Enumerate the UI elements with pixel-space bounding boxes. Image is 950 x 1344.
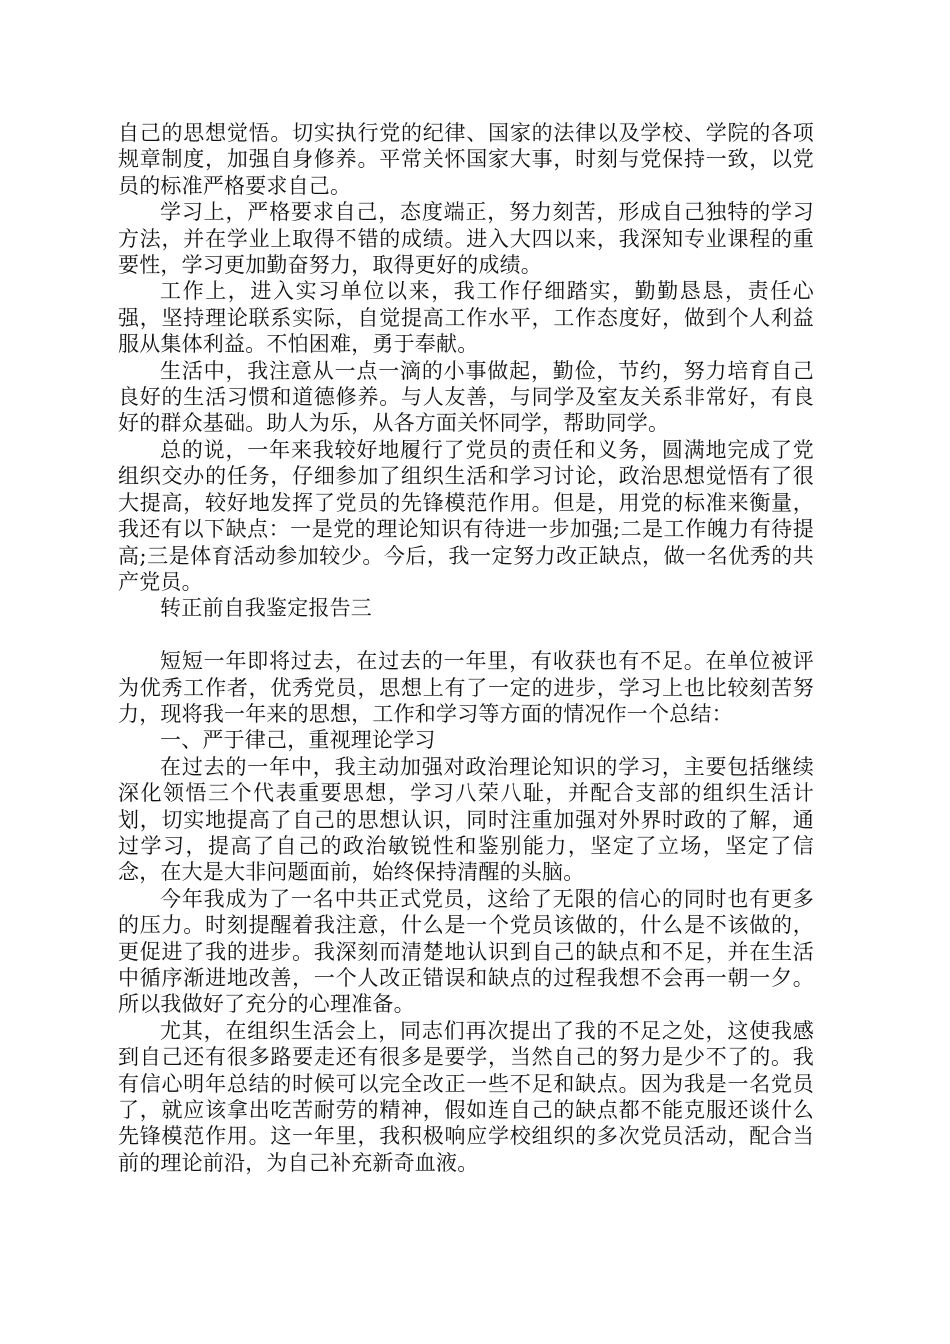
- paragraph: 学习上，严格要求自己，态度端正，努力刻苦，形成自己独特的学习方法，并在学业上取得不错的成绩。进入大四以来，我深知专业课程的重要性，学习更加勤奋努力，取得更好的成绩。: [118, 200, 814, 278]
- subheading: 一、严于律己，重视理论学习: [160, 728, 436, 753]
- paragraph: 在过去的一年中，我主动加强对政治理论知识的学习，主要包括继续深化领悟三个代表重要思想，学习八荣八耻，并配合支部的组织生活计划，切实地提高了自己的思想认识，同时注重加强对外界时政的了解，通过学习，提高了自己的政治敏锐性和鉴别能力，坚定了立场，坚定了信念，在大是大非问题面前，始终保持清醒的头脑。: [118, 754, 814, 885]
- paragraph: 尤其，在组织生活会上，同志们再次提出了我的不足之处，这使我感到自己还有很多路要走还有很多是要学，当然自己的努力是少不了的。我有信心明年总结的时候可以完全改正一些不足和缺点。因为我是一名党员了，就应该拿出吃苦耐劳的精神，假如连自己的缺点都不能克服还谈什么先锋模范作用。这一年里，我积极响应学校组织的多次党员活动，配合当前的理论前沿，为自己补充新奇血液。: [118, 1018, 814, 1175]
- paragraph: 总的说，一年来我较好地履行了党员的责任和义务，圆满地完成了党组织交办的任务，仔细参加了组织生活和学习讨论，政治思想觉悟有了很大提高，较好地发挥了党员的先锋模范作用。但是，用党的标准来衡量，我还有以下缺点：一是党的理论知识有待进一步加强;二是工作魄力有待提高;三是体育活动参加较少。今后，我一定努力改正缺点，做一名优秀的共产党员。: [118, 437, 814, 594]
- blank-line: [118, 622, 814, 648]
- paragraph: 自己的思想觉悟。切实执行党的纪律、国家的法律以及学校、学院的各项规章制度，加强自身修养。平常关怀国家大事，时刻与党保持一致，以党员的标准严格要求自己。: [118, 121, 814, 198]
- paragraph: 短短一年即将过去，在过去的一年里，有收获也有不足。在单位被评为优秀工作者，优秀党员，思想上有了一定的进步，学习上也比较刻苦努力，现将我一年来的思想，工作和学习等方面的情况作一个总结：: [118, 649, 814, 726]
- paragraph: 今年我成为了一名中共正式党员，这给了无限的信心的同时也有更多的压力。时刻提醒着我注意，什么是一个党员该做的，什么是不该做的，更促进了我的进步。我深刻而清楚地认识到自己的缺点和不足，并在生活中循序渐进地改善，一个人改正错误和缺点的过程我想不会再一朝一夕。所以我做好了充分的心理准备。: [118, 886, 814, 1017]
- paragraph: 生活中，我注意从一点一滴的小事做起，勤俭，节约，努力培育自己良好的生活习惯和道德修养。与人友善，与同学及室友关系非常好，有良好的群众基础。助人为乐，从各方面关怀同学，帮助同学。: [118, 358, 814, 436]
- section-title: 转正前自我鉴定报告三: [160, 596, 372, 621]
- paragraph: 工作上，进入实习单位以来，我工作仔细踏实，勤勤恳恳，责任心强，坚持理论联系实际，自觉提高工作水平，工作态度好，做到个人利益服从集体利益。不怕困难，勇于奉献。: [118, 279, 814, 357]
- document-body: [118, 120, 814, 1176]
